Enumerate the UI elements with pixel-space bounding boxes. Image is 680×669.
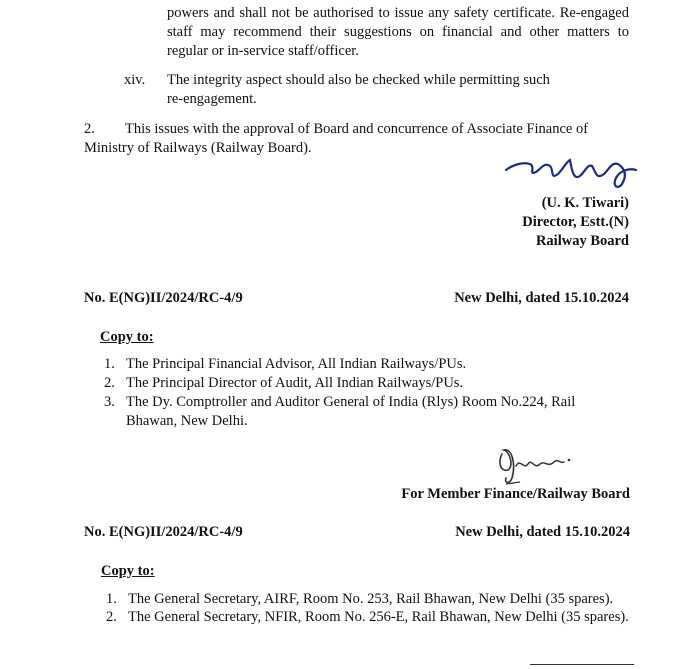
signature-member-finance — [490, 440, 580, 490]
para2-body: This issues with the approval of Board and concurrence of Associate Finance of Ministry of Railways (Railway Board). — [84, 121, 589, 156]
signature-tiwari — [500, 150, 640, 196]
para2-number: 2. — [84, 121, 95, 137]
dated-1: New Delhi, dated 15.10.2024 — [454, 290, 629, 306]
file-number-2: No. E(NG)II/2024/RC-4/9 — [84, 524, 243, 540]
copy-to-heading-2: Copy to: — [101, 563, 155, 579]
document-page: powers and shall not be authorised to issue any safety certificate. Re-engaged staff may recommend their suggestions on financial and other matters to regular or in-service staff/officer. xiv. The integrity aspect should also be checked while permitting such re-engagement. 2. This issues with the approval of Board and concurrence of Associate Finance of Ministry of Railways (Railway Board). (U. K. Tiwari) Director, Estt.(N) Railway Board No. E(NG)II/2024/RC-4/9 New Delhi, dated 15.10.2024 Copy to: 1. The Principal Financial Advisor, All Indian Railways/PUs. 2. The Principal Director of Audit, All Indian Railways/PUs. 3. The Dy. Comptroller and Auditor General of India (Rlys) Room No.224, Rail Bhawan, New Delhi. For Member Finance/Railway Board No. E(NG)II/2024/RC-4/9 New Delhi, dated 15.10.2024 Copy to: 1. The General Secretary, AIRF, Room No. 253, Rail Bhawan, New Delhi (35 spares). 2. The General Secretary, NFIR, Room No. 256-E, Rail Bhawan, New Delhi (35 spares). — [0, 0, 680, 669]
item-xiv-number: xiv. — [124, 72, 146, 88]
signatory1-office: Railway Board — [535, 233, 629, 249]
top-paragraph: powers and shall not be authorised to issue any safety certificate. Re-engaged staff may recommend their suggestions on financial and other matters to regular or in-service staff/officer. — [167, 5, 629, 59]
file-number-1: No. E(NG)II/2024/RC-4/9 — [84, 290, 243, 306]
item-xiv-text: The integrity aspect should also be checked while permitting such re-engagement. — [167, 72, 550, 107]
copy-to-heading-1: Copy to: — [100, 329, 154, 345]
bottom-rule — [530, 664, 634, 665]
signoff-member-finance: For Member Finance/Railway Board — [401, 486, 630, 502]
signatory1-name: (U. K. Tiwari) — [541, 195, 629, 211]
dated-2: New Delhi, dated 15.10.2024 — [455, 524, 630, 540]
signatory1-designation: Director, Estt.(N) — [522, 214, 629, 230]
